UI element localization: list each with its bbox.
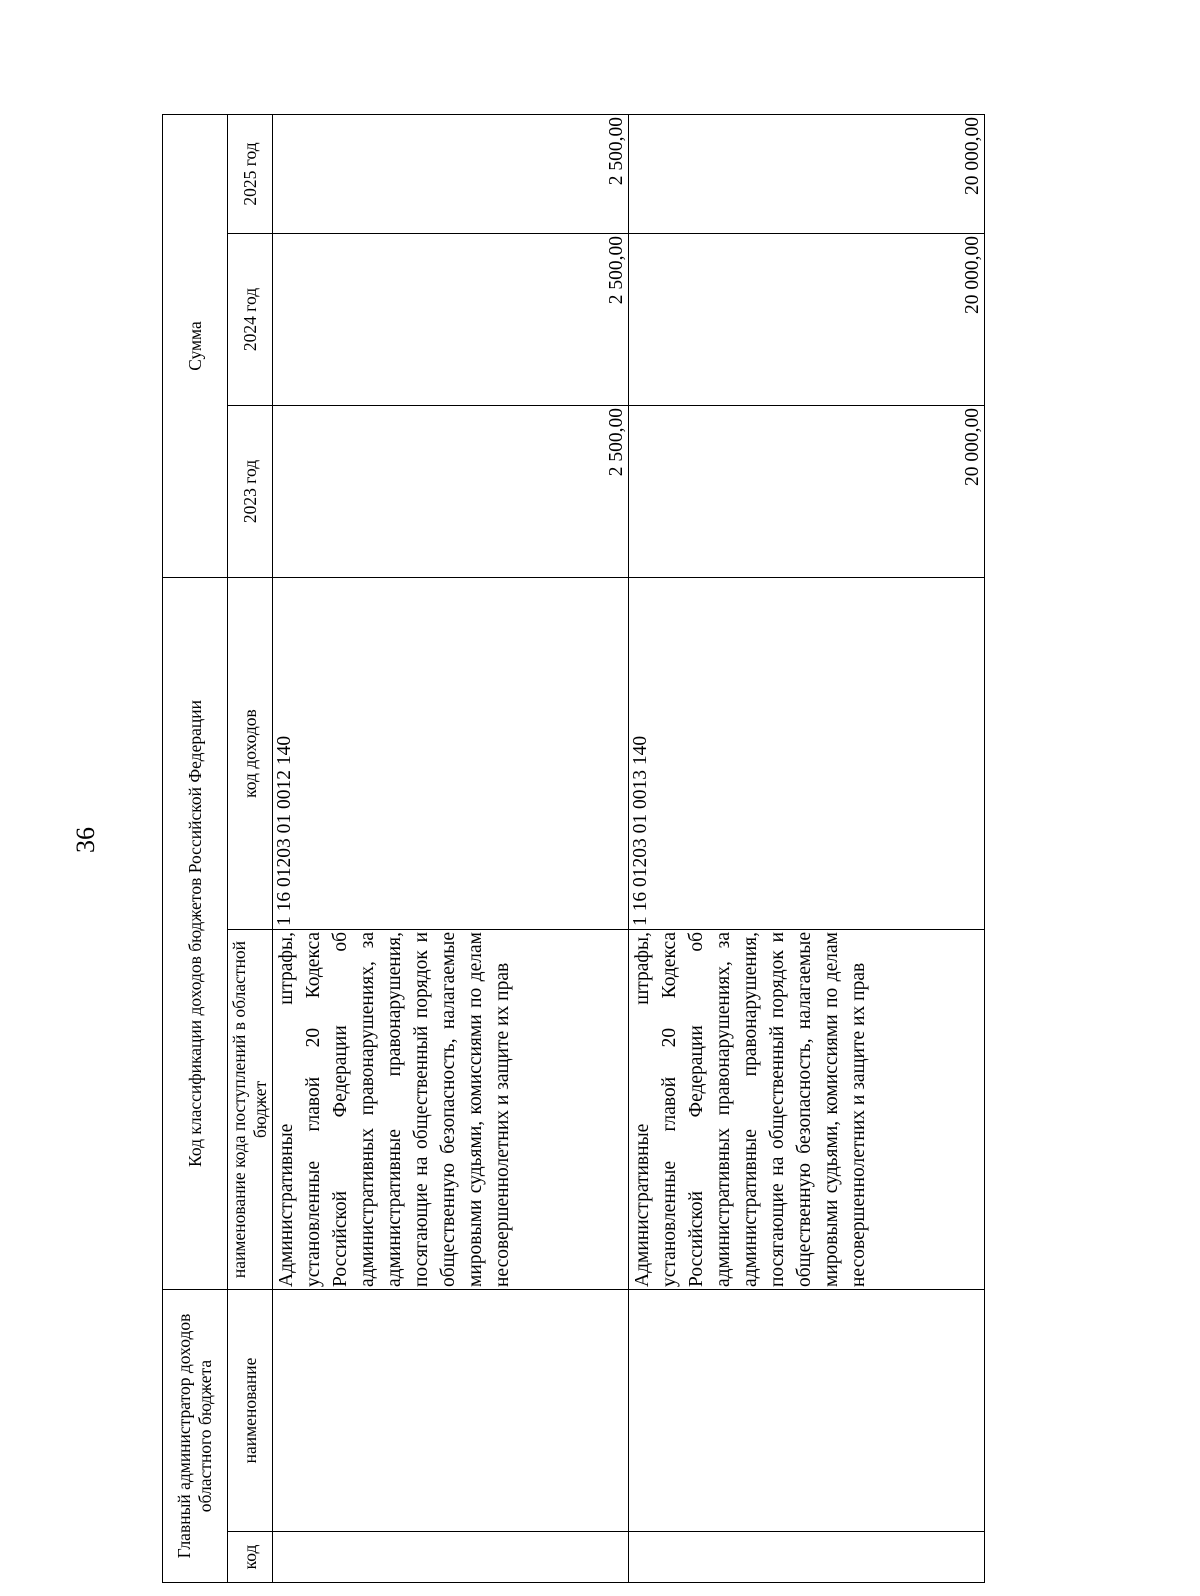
header-income-name: наименование кода поступлений в областной бюджет <box>228 930 273 1290</box>
income-code-cell: 1 16 01203 01 0012 140 <box>273 578 629 930</box>
header-2025: 2025 год <box>228 114 273 233</box>
amount-2023-cell: 20 000,00 <box>629 406 985 578</box>
amount-2024-cell: 2 500,00 <box>273 234 629 406</box>
admin-name-cell <box>273 1290 629 1532</box>
rotated-table-wrapper <box>162 115 984 1583</box>
admin-code-cell <box>273 1532 629 1583</box>
header-classification-group: Код классификации доходов бюджетов Российской Федерации <box>163 578 228 1290</box>
header-income-code: код доходов <box>228 578 273 930</box>
page-number: 36 <box>71 827 100 853</box>
header-2024: 2024 год <box>228 234 273 406</box>
income-description-cell: Административные штрафы, установленные главой 20 Кодекса Российской Федерации об административных правонарушениях, за административные правонарушения, посягающие на общественный порядок и общественную безопасность, налагаемые мировыми судьями, комиссиями по делам несовершеннолетних и защите их прав <box>629 930 985 1290</box>
amount-2025-cell: 2 500,00 <box>273 114 629 233</box>
header-code: код <box>228 1532 273 1583</box>
amount-2024-cell: 20 000,00 <box>629 234 985 406</box>
amount-2025-cell: 20 000,00 <box>629 114 985 233</box>
amount-2023-cell: 2 500,00 <box>273 406 629 578</box>
table-row <box>273 114 629 1582</box>
revenue-table <box>162 114 985 1583</box>
admin-code-cell <box>629 1532 985 1583</box>
header-sum-group: Сумма <box>163 114 228 577</box>
header-admin-group: Главный администратор доходов областного бюджета <box>163 1290 228 1583</box>
header-name: наименование <box>228 1290 273 1532</box>
header-2023: 2023 год <box>228 406 273 578</box>
income-description-cell: Административные штрафы, установленные главой 20 Кодекса Российской Федерации об административных правонарушениях, за административные правонарушения, посягающие на общественный порядок и общественную безопасность, налагаемые мировыми судьями, комиссиями по делам несовершеннолетних и защите их прав <box>273 930 629 1290</box>
table-row <box>629 114 985 1582</box>
header-row-2 <box>228 114 273 1582</box>
header-row-1 <box>163 114 228 1582</box>
income-code-cell: 1 16 01203 01 0013 140 <box>629 578 985 930</box>
admin-name-cell <box>629 1290 985 1532</box>
